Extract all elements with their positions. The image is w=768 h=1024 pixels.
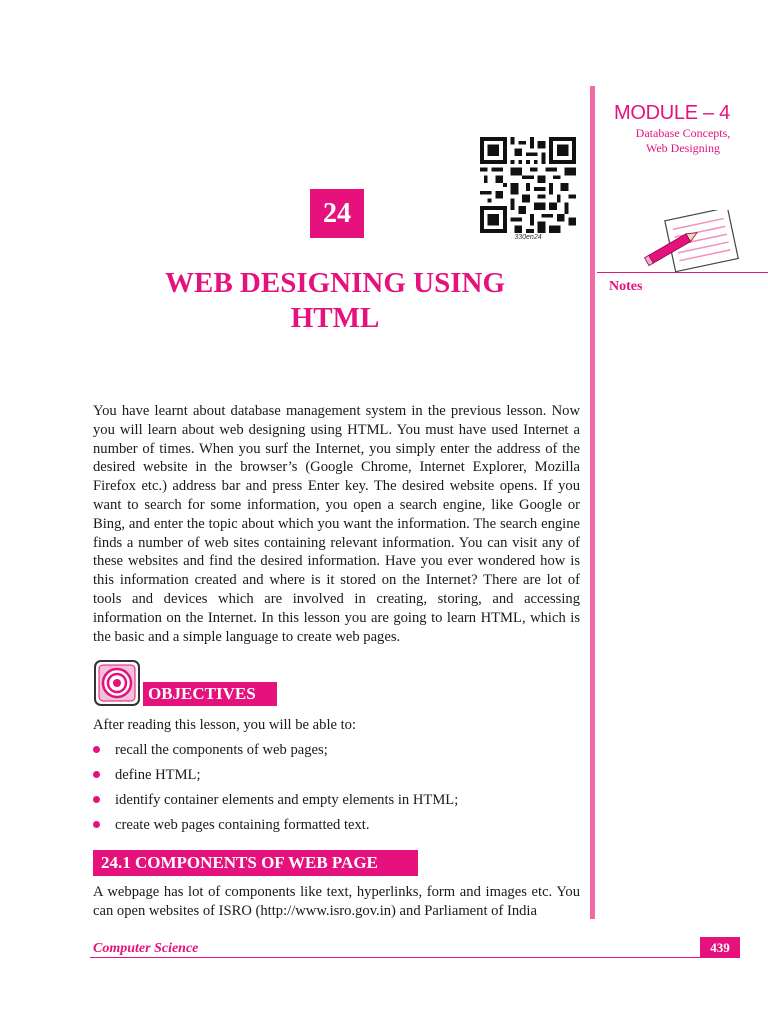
qr-code-icon (480, 137, 576, 233)
footer-subject: Computer Science (93, 941, 199, 956)
list-item (93, 791, 573, 816)
bullet-dot-icon (93, 796, 100, 803)
list-item-text: create web pages containing formatted text. (115, 817, 370, 833)
module-subtitle-line1: Database Concepts, (635, 126, 731, 140)
notes-rule (597, 272, 768, 273)
chapter-number: 24 (310, 189, 364, 238)
footer-rule (90, 957, 740, 958)
margin-rule (590, 86, 595, 919)
list-item (93, 766, 573, 791)
chapter-title-line2: HTML (290, 302, 380, 334)
objectives-target-icon (94, 660, 140, 706)
objectives-heading: OBJECTIVES (143, 682, 277, 706)
section-paragraph: A webpage has lot of components like text, hyperlinks, form and images etc. You can open websites of ISRO (http://www.isro.gov.in) and Parliament of India (93, 884, 580, 919)
qr-code-id: 330en24 (514, 234, 542, 241)
notes-pencil-icon (640, 210, 750, 274)
list-item-text: recall the components of web pages; (115, 742, 328, 758)
list-item (93, 816, 573, 841)
module-subtitle (598, 126, 768, 156)
page-number: 439 (700, 937, 740, 958)
list-item-text: identify container elements and empty elements in HTML; (115, 792, 459, 808)
objectives-lead: After reading this lesson, you will be able to: (93, 717, 357, 733)
intro-paragraph: You have learnt about database management system in the previous lesson. Now you will learn about web designing using HTML. You must have used Internet a number of times. When you surf the Internet, you simply enter the address of the desired website in the browser’s (Google Chrome, Internet Explorer, Mozilla Firefox etc.) address bar and press Enter key. The desired website opens. If you want to search for some information, you open a search engine, like Google or Bing, and enter the topic about which you want the information. The search engine finds a number of web sites containing relevant information. You can visit any of these websites and find the desired information. Have you ever wondered how is this information created and where is it stored on the Internet? There are lot of tools and devices which are involved in creating, storing, and accessing information on the Internet. In this lesson you are going to learn HTML, which is the basic and a simple language to create web pages. (93, 403, 580, 645)
chapter-title-line1: WEB DESIGNING USING (164, 267, 506, 299)
chapter-title (110, 266, 560, 336)
list-item-text: define HTML; (115, 767, 201, 783)
module-label: MODULE – 4 (614, 102, 730, 124)
module-subtitle-line2: Web Designing (645, 141, 721, 155)
bullet-dot-icon (93, 821, 100, 828)
bullet-dot-icon (93, 771, 100, 778)
section-heading: 24.1 COMPONENTS OF WEB PAGE (93, 850, 418, 876)
bullet-dot-icon (93, 746, 100, 753)
notes-label: Notes (609, 279, 643, 294)
objectives-list (93, 741, 573, 841)
list-item (93, 741, 573, 766)
